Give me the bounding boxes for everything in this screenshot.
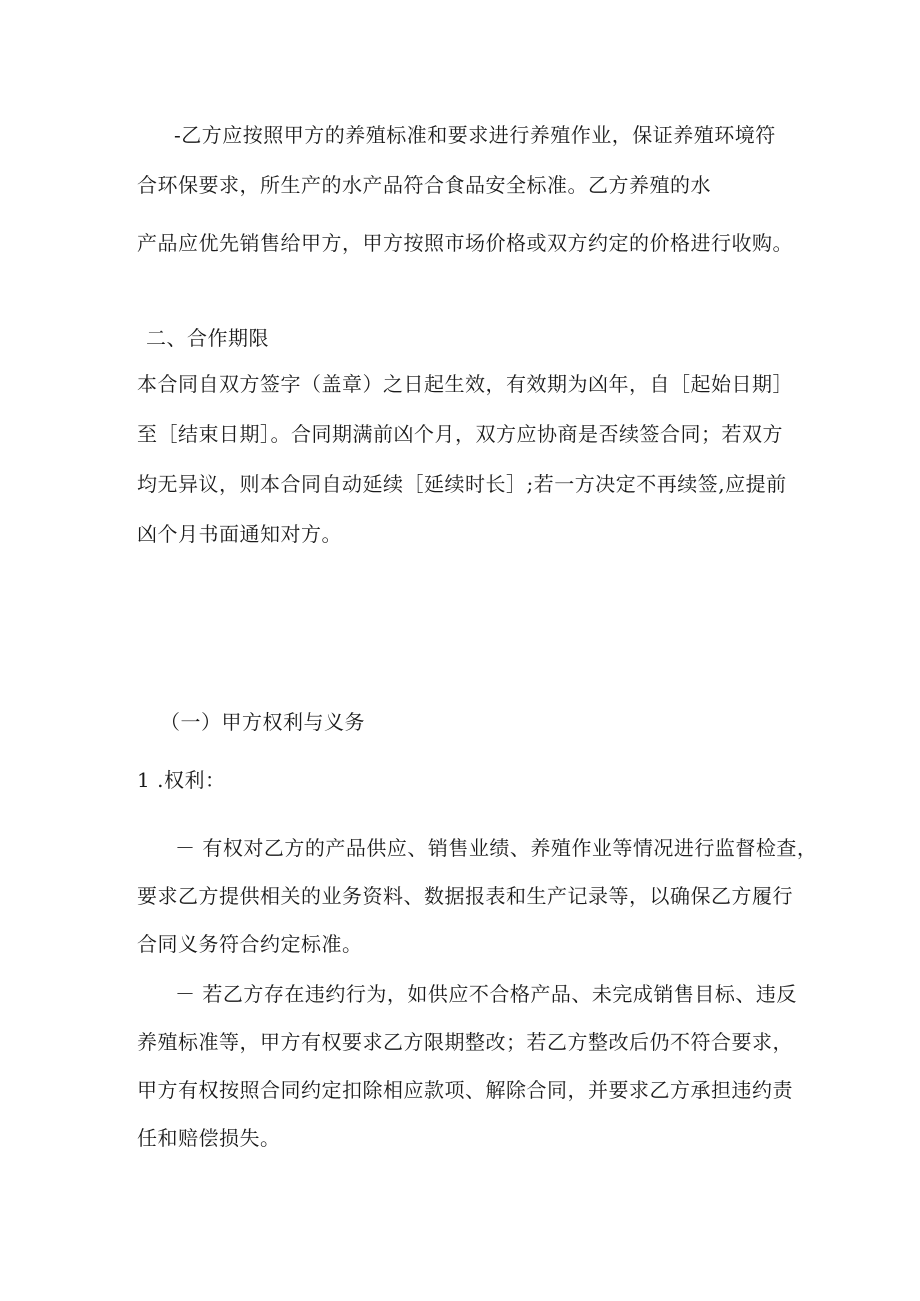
paragraph-line: － 有权对乙方的产品供应、销售业绩、养殖作业等情况进行监督检查，: [175, 836, 818, 860]
subsection-heading: （一）甲方权利与义务: [160, 710, 365, 734]
paragraph-line: 均无异议，则本合同自动延续［延续时长］;若一方决定不再续签,应提前: [137, 472, 787, 496]
paragraph-line: 产品应优先销售给甲方，甲方按照市场价格或双方约定的价格进行收购。: [137, 231, 793, 255]
paragraph-line: 任和赔偿损失。: [137, 1126, 281, 1150]
section-heading: 二、合作期限: [146, 326, 269, 350]
paragraph-line: － 若乙方存在违约行为，如供应不合格产品、未完成销售目标、违反: [175, 982, 797, 1006]
paragraph-line: 养殖标准等，甲方有权要求乙方限期整改；若乙方整改后仍不符合要求，: [137, 1030, 793, 1054]
paragraph-line: 本合同自双方签字（盖章）之日起生效，有效期为凶年，自［起始日期］: [137, 372, 793, 396]
paragraph-line: 合环保要求，所生产的水产品符合食品安全标准。乙方养殖的水: [137, 173, 711, 197]
paragraph-line: 要求乙方提供相关的业务资料、数据报表和生产记录等，以确保乙方履行: [137, 884, 793, 908]
paragraph-line: -乙方应按照甲方的养殖标准和要求进行养殖作业，保证养殖环境符: [174, 123, 776, 147]
paragraph-line: 合同义务符合约定标准。: [137, 932, 363, 956]
paragraph-line: 甲方有权按照合同约定扣除相应款项、解除合同，并要求乙方承担违约责: [137, 1078, 793, 1102]
paragraph-line: 至［结束日期］。合同期满前凶个月，双方应协商是否续签合同；若双方: [137, 422, 783, 446]
paragraph-line: 凶个月书面通知对方。: [137, 522, 342, 546]
list-heading: 1 .权利：: [137, 768, 226, 792]
